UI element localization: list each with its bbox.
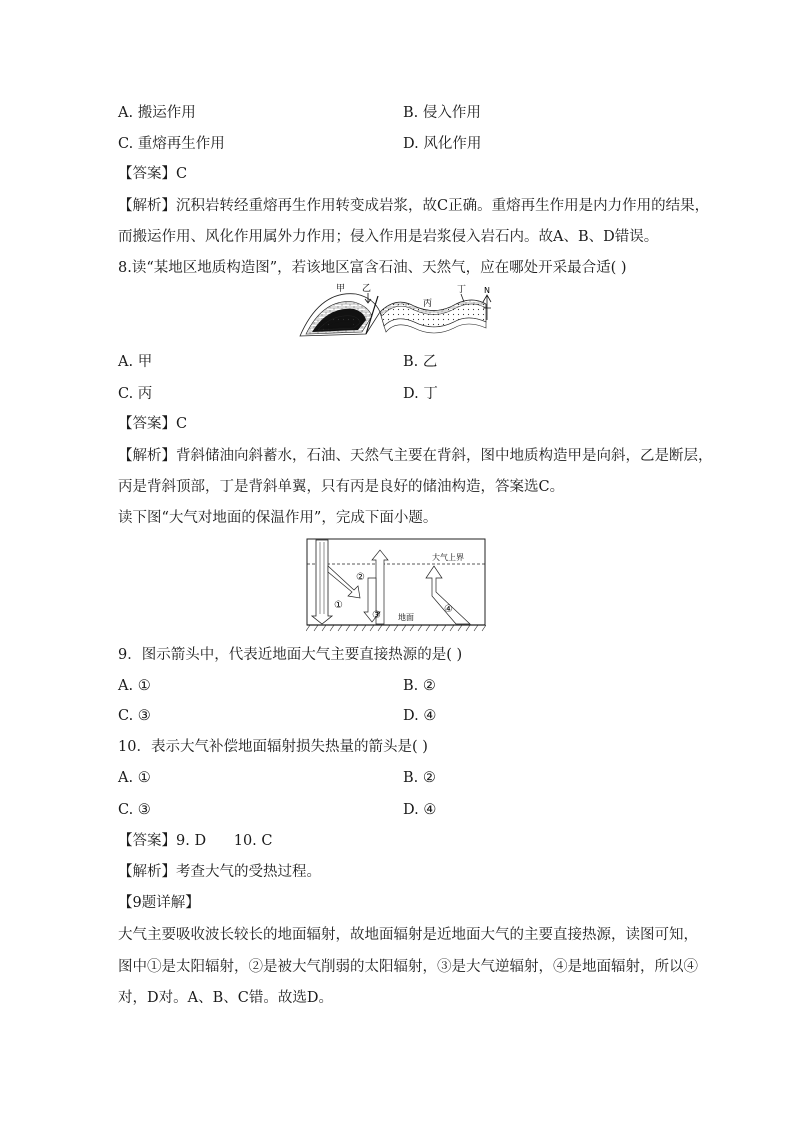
- q7-option-d: D. 风化作用: [403, 136, 482, 152]
- q7-analysis-line1: 【解析】沉积岩转经重熔再生作用转变成岩浆，故C正确。重熔再生作用是内力作用的结果，: [118, 198, 710, 214]
- group-intro: 读下图“大气对地面的保温作用”，完成下面小题。: [118, 510, 438, 526]
- q9-option-a: A. ①: [118, 678, 151, 694]
- q7-option-b: B. 侵入作用: [403, 105, 481, 121]
- q7-option-c: C. 重熔再生作用: [118, 136, 225, 152]
- detail-9-line2: 图中①是太阳辐射，②是被大气削弱的太阳辐射，③是大气逆辐射，④是地面辐射，所以④: [118, 959, 698, 975]
- label-bing: 丙: [423, 299, 433, 309]
- q10-option-b: B. ②: [403, 770, 436, 786]
- label-jia: 甲: [336, 284, 346, 294]
- q8-option-a: A. 甲: [118, 354, 153, 370]
- detail-9-line3: 对，D对。A、B、C错。故选D。: [118, 990, 333, 1006]
- q10-option-d: D. ④: [403, 802, 437, 818]
- north-label: N: [484, 286, 490, 295]
- q9-question: 9．图示箭头中，代表近地面大气主要直接热源的是( ): [118, 647, 463, 663]
- q7-answer: 【答案】C: [118, 166, 188, 182]
- label-ding: 丁: [457, 285, 467, 295]
- marker-3: ③: [372, 610, 381, 621]
- geologic-structure-figure: [296, 282, 500, 340]
- marker-1: ①: [334, 600, 343, 611]
- q9-option-d: D. ④: [403, 708, 437, 724]
- q8-option-c: C. 丙: [118, 386, 153, 402]
- ground-label: 地面: [398, 613, 414, 622]
- q8-question: 8.读“某地区地质构造图”，若该地区富含石油、天然气，应在哪处开采最合适( ): [118, 260, 627, 276]
- q9-option-b: B. ②: [403, 678, 436, 694]
- q9-option-c: C. ③: [118, 708, 151, 724]
- q8-analysis-line2: 丙是背斜顶部，丁是背斜单翼，只有丙是良好的储油构造，答案选C。: [118, 479, 565, 495]
- q10-option-a: A. ①: [118, 770, 151, 786]
- marker-2: ②: [356, 572, 365, 583]
- q7-analysis-line2: 而搬运作用、风化作用属外力作用；侵入作用是岩浆侵入岩石内。故A、B、D错误。: [118, 229, 659, 245]
- answers-9-10: 【答案】9. D 10. C: [118, 833, 273, 849]
- q8-option-b: B. 乙: [403, 354, 438, 370]
- atmosphere-heating-figure: [306, 538, 486, 632]
- q8-option-d: D. 丁: [403, 386, 438, 402]
- q8-answer: 【答案】C: [118, 416, 188, 432]
- q7-option-a: A. 搬运作用: [118, 105, 196, 121]
- label-yi: 乙: [362, 284, 372, 294]
- q10-question: 10．表示大气补偿地面辐射损失热量的箭头是( ): [118, 739, 428, 755]
- detail-9-line1: 大气主要吸收波长较长的地面辐射，故地面辐射是近地面大气的主要直接热源，读图可知，: [118, 927, 698, 943]
- detail-9-heading: 【9题详解】: [118, 895, 200, 911]
- analysis-9-10: 【解析】考查大气的受热过程。: [118, 864, 321, 880]
- atmosphere-top-label: 大气上界: [432, 553, 464, 562]
- q8-analysis-line1: 【解析】背斜储油向斜蓄水，石油、天然气主要在背斜，图中地质构造甲是向斜，乙是断层，: [118, 448, 713, 464]
- q10-option-c: C. ③: [118, 802, 151, 818]
- marker-4: ④: [444, 604, 453, 615]
